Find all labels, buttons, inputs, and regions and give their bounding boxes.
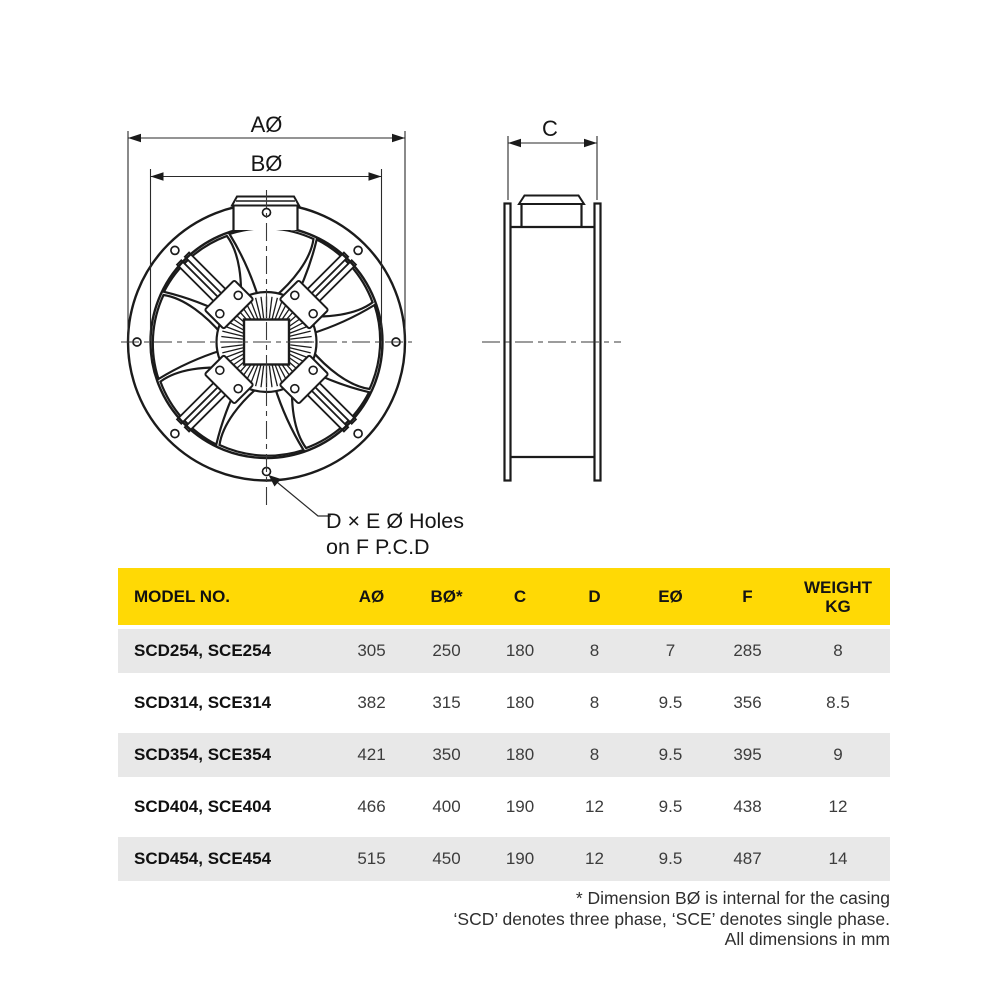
row-b: 315	[432, 693, 461, 712]
row-e: 9.5	[658, 849, 683, 868]
dim-a-arrow-left	[128, 134, 141, 142]
row-a: 466	[357, 797, 386, 816]
row-a: 421	[357, 745, 386, 764]
dim-b-label: BØ	[250, 151, 283, 176]
row-model: SCD314, SCE314	[134, 693, 272, 712]
fan-front-view	[121, 112, 464, 559]
table-row	[118, 625, 890, 677]
spec-table	[118, 568, 890, 885]
table-header-row	[118, 568, 890, 625]
row-a: 382	[357, 693, 386, 712]
row-weight: 14	[828, 849, 848, 868]
holes-note-line2: on F P.C.D	[326, 535, 430, 559]
bolt-hole	[354, 430, 362, 438]
table-row	[118, 781, 890, 833]
row-e: 7	[665, 641, 676, 660]
row-f: 356	[733, 693, 762, 712]
dim-a-label: AØ	[250, 112, 283, 137]
row-b: 350	[432, 745, 461, 764]
row-weight: 8	[833, 641, 843, 660]
row-c: 180	[505, 641, 535, 660]
dim-a-arrow-right	[392, 134, 405, 142]
col-header-e: EØ	[658, 586, 683, 606]
row-d: 8	[589, 693, 600, 712]
row-d: 12	[585, 797, 604, 816]
col-header-model: MODEL NO.	[134, 586, 231, 606]
row-weight: 8.5	[826, 693, 850, 712]
col-header-a: AØ	[358, 586, 385, 606]
footnote-line: ‘SCD’ denotes three phase, ‘SCE’ denotes single phase.	[453, 908, 890, 929]
footnote-line: * Dimension BØ is internal for the casing	[575, 888, 890, 908]
row-c: 180	[505, 745, 535, 764]
row-d: 8	[589, 745, 600, 764]
col-header-weight: WEIGHT KG	[804, 577, 872, 616]
row-a: 515	[357, 849, 386, 868]
row-model: SCD454, SCE454	[134, 849, 272, 868]
dim-c-label: C	[542, 116, 558, 141]
row-b: 250	[432, 641, 461, 660]
row-a: 305	[357, 641, 386, 660]
holes-note-line1: D × E Ø Holes	[326, 509, 465, 533]
row-c: 180	[505, 693, 535, 712]
table-row	[118, 677, 890, 729]
footnotes	[290, 888, 890, 950]
table-row	[118, 833, 890, 885]
row-e: 9.5	[658, 797, 683, 816]
row-b: 450	[432, 849, 461, 868]
footnote-line: All dimensions in mm	[724, 929, 890, 949]
row-c: 190	[505, 849, 535, 868]
row-f: 285	[733, 641, 762, 660]
bolt-hole	[171, 246, 179, 254]
row-model: SCD354, SCE354	[134, 745, 272, 764]
fan-side-view	[482, 116, 621, 481]
row-f: 487	[733, 849, 762, 868]
col-header-d: D	[588, 586, 601, 606]
dim-c-arrow-right	[584, 139, 597, 147]
bolt-hole	[171, 430, 179, 438]
table-row	[118, 729, 890, 781]
row-f: 438	[733, 797, 762, 816]
col-header-c: C	[513, 586, 527, 606]
row-b: 400	[432, 797, 461, 816]
dim-b-arrow-left	[151, 172, 164, 180]
col-header-f: F	[742, 586, 753, 606]
dim-c	[508, 136, 597, 200]
col-header-b: BØ*	[430, 586, 463, 606]
row-weight: 12	[828, 797, 848, 816]
row-f: 395	[733, 745, 762, 764]
row-d: 8	[589, 641, 600, 660]
dim-c-arrow-left	[508, 139, 521, 147]
row-e: 9.5	[658, 745, 683, 764]
row-d: 12	[585, 849, 604, 868]
terminal-box-side	[519, 196, 584, 227]
dim-b-arrow-right	[369, 172, 382, 180]
holes-note-leader	[272, 478, 331, 516]
row-weight: 9	[833, 745, 843, 764]
bolt-hole	[354, 246, 362, 254]
row-e: 9.5	[658, 693, 683, 712]
row-model: SCD404, SCE404	[134, 797, 272, 816]
row-model: SCD254, SCE254	[134, 641, 272, 660]
row-c: 190	[505, 797, 535, 816]
